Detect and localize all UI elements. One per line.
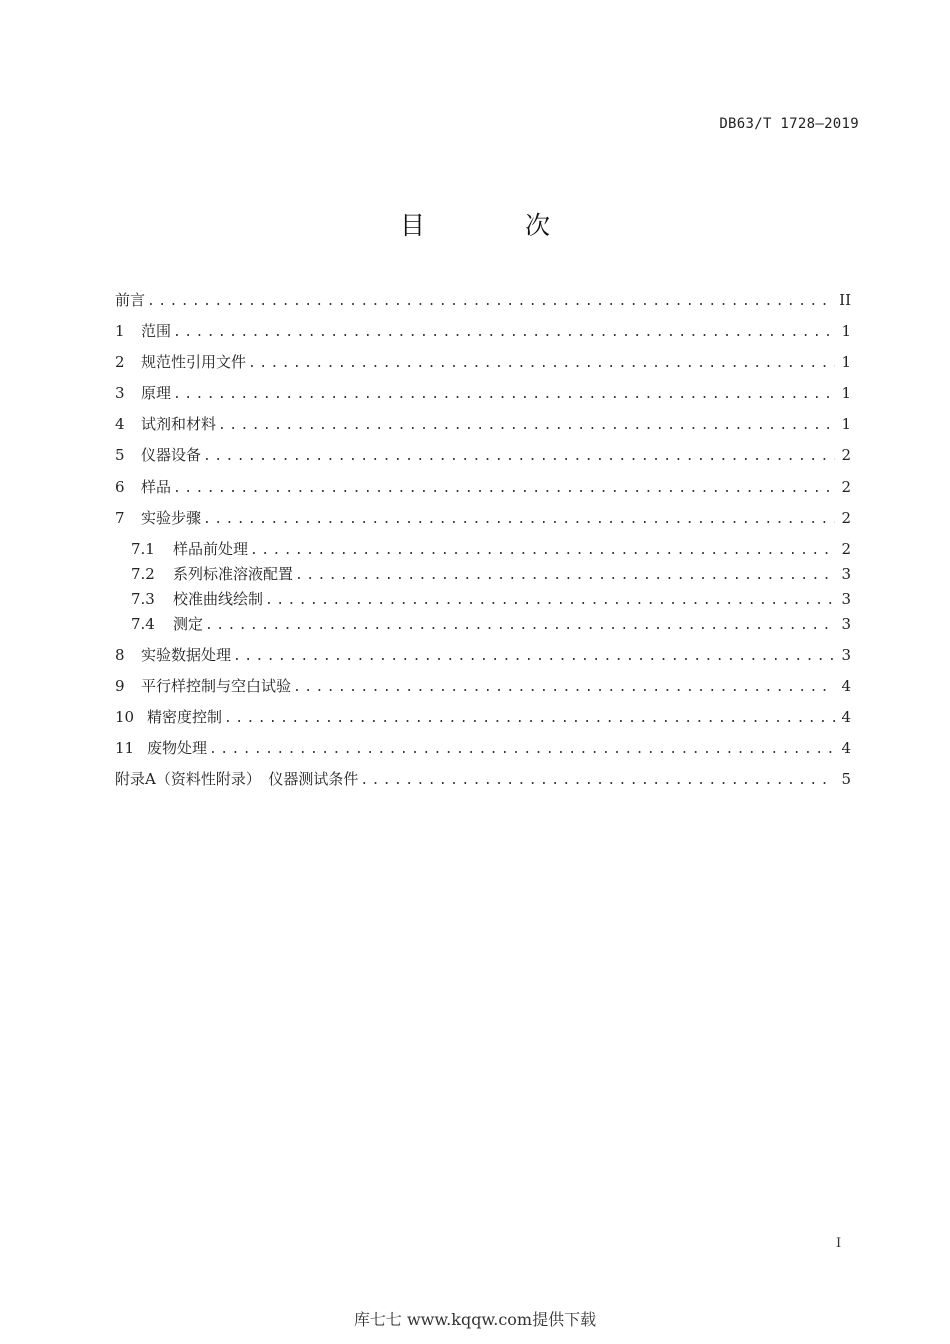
toc-entry-page: 1 — [841, 322, 851, 340]
toc-entry-number: 9 — [115, 677, 125, 695]
toc-entry-7-2[interactable] — [131, 563, 851, 583]
toc-leader-dots — [203, 512, 835, 527]
toc-entry-label: 精密度控制 — [147, 708, 223, 726]
toc-entry-page: 2 — [841, 509, 851, 527]
toc-leader-dots — [224, 711, 835, 726]
toc-entry-page: 1 — [841, 353, 851, 371]
toc-entry-6[interactable] — [115, 476, 851, 496]
toc-entry-number: 4 — [115, 415, 125, 433]
toc-entry-page: 3 — [841, 590, 851, 608]
toc-entry-page: 4 — [841, 739, 851, 757]
toc-entry-label: 系列标准溶液配置 — [173, 565, 294, 583]
toc-entry-page: 2 — [841, 446, 851, 464]
toc-entry-8[interactable] — [115, 644, 851, 664]
toc-leader-dots — [360, 773, 835, 788]
toc-entry-number: 7.2 — [131, 565, 155, 583]
toc-entry-number: 7.1 — [131, 540, 155, 558]
toc-entry-page: 3 — [841, 646, 851, 664]
toc-entry-label: 校准曲线绘制 — [173, 590, 264, 608]
toc-entry-number: 5 — [115, 446, 125, 464]
toc-leader-dots — [147, 294, 833, 309]
toc-entry-label: 原理 — [141, 384, 172, 402]
toc-entry-7-4[interactable] — [131, 613, 851, 633]
toc-entry-number: 2 — [115, 353, 125, 371]
toc-entry-page: II — [839, 291, 851, 309]
footer-watermark: 库七七 www.kqqw.com提供下载 — [353, 1310, 597, 1329]
toc-entry-appendix-a[interactable] — [115, 768, 851, 788]
toc-leader-dots — [265, 593, 835, 608]
toc-entry-11[interactable] — [115, 737, 851, 757]
toc-entry-label: 平行样控制与空白试验 — [141, 677, 292, 695]
toc-entry-7-1[interactable] — [131, 538, 851, 558]
toc-leader-dots — [233, 649, 835, 664]
toc-entry-foreword[interactable] — [115, 289, 851, 309]
toc-entry-label: 废物处理 — [147, 739, 208, 757]
toc-entry-label: 仪器设备 — [141, 446, 202, 464]
toc-leader-dots — [173, 325, 835, 340]
toc-entry-page: 5 — [841, 770, 851, 788]
toc-entry-10[interactable] — [115, 706, 851, 726]
toc-entry-7-3[interactable] — [131, 588, 851, 608]
toc-leader-dots — [218, 418, 835, 433]
toc-leader-dots — [295, 568, 835, 583]
toc-leader-dots — [248, 356, 835, 371]
toc-entry-page: 4 — [841, 708, 851, 726]
toc-entry-4[interactable] — [115, 413, 851, 433]
toc-entry-label: 规范性引用文件 — [141, 353, 247, 371]
toc-leader-dots — [173, 481, 835, 496]
toc-entry-label: 实验步骤 — [141, 509, 202, 527]
toc-entry-label: 试剂和材料 — [141, 415, 217, 433]
toc-entry-9[interactable] — [115, 675, 851, 695]
toc-leader-dots — [209, 742, 835, 757]
toc-entry-number: 8 — [115, 646, 125, 664]
page-number: I — [836, 1236, 842, 1251]
toc-leader-dots — [205, 618, 835, 633]
toc-leader-dots — [203, 449, 835, 464]
toc-leader-dots — [293, 680, 835, 695]
toc-entry-7[interactable] — [115, 507, 851, 527]
page-title: 目 次 — [400, 211, 596, 240]
toc-entry-label: 实验数据处理 — [141, 646, 232, 664]
toc-entry-number: 10 — [115, 708, 135, 726]
toc-entry-label: 测定 — [173, 615, 204, 633]
toc-entry-number: 11 — [115, 739, 135, 757]
toc-entry-page: 3 — [841, 565, 851, 583]
toc-leader-dots — [250, 543, 835, 558]
toc-entry-2[interactable] — [115, 351, 851, 371]
toc-entry-1[interactable] — [115, 320, 851, 340]
toc-entry-label: 样品前处理 — [173, 540, 249, 558]
toc-entry-label: 范围 — [141, 322, 172, 340]
toc-entry-page: 2 — [841, 478, 851, 496]
toc-entry-label: 附录A（资料性附录） 仪器测试条件 — [115, 770, 359, 788]
toc-leader-dots — [173, 387, 835, 402]
toc-entry-label: 前言 — [115, 291, 146, 309]
toc-entry-page: 2 — [841, 540, 851, 558]
toc-entry-number: 1 — [115, 322, 125, 340]
toc-entry-page: 1 — [841, 384, 851, 402]
toc-entry-number: 3 — [115, 384, 125, 402]
toc-entry-3[interactable] — [115, 382, 851, 402]
toc-entry-page: 3 — [841, 615, 851, 633]
toc-entry-page: 4 — [841, 677, 851, 695]
toc-entry-number: 7.3 — [131, 590, 155, 608]
document-code: DB63/T 1728—2019 — [719, 116, 859, 132]
toc-entry-number: 6 — [115, 478, 125, 496]
toc-entry-number: 7 — [115, 509, 125, 527]
toc-entry-number: 7.4 — [131, 615, 155, 633]
toc-entry-label: 样品 — [141, 478, 172, 496]
toc-entry-page: 1 — [841, 415, 851, 433]
toc-entry-5[interactable] — [115, 444, 851, 464]
